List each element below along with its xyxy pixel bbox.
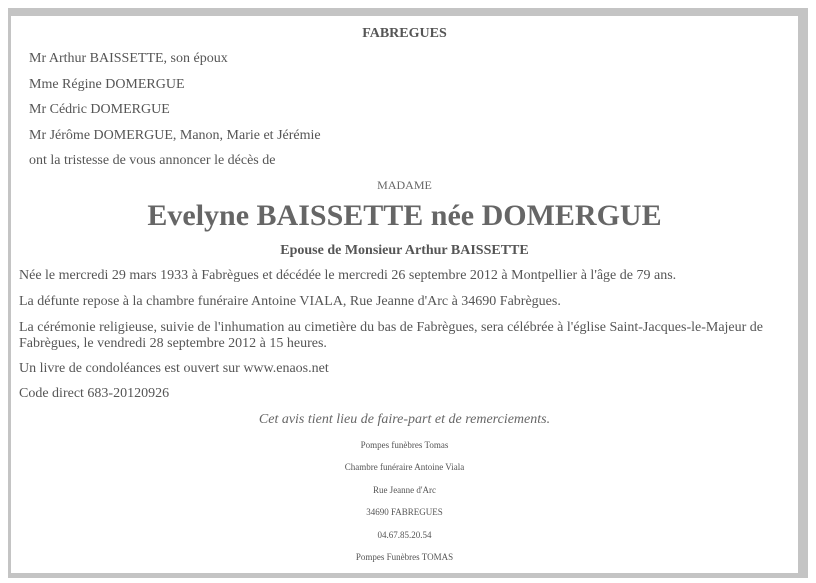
closing-note: Cet avis tient lieu de faire-part et de remerciements. [258, 412, 551, 427]
birth-death-paragraph: Née le mercredi 29 mars 1933 à Fabrègues et décédée le mercredi 26 septembre 2012 à Montpellier à l'âge de 79 ans. [19, 268, 677, 283]
direct-code-paragraph: Code direct 683-20120926 [19, 386, 170, 401]
signature-line: 34690 FABREGUES [366, 507, 443, 517]
signature-phone: 04.67.85.20.54 [377, 530, 432, 540]
signature-line: Pompes funèbres Tomas [360, 440, 449, 450]
family-member-line: Mme Régine DOMERGUE [29, 77, 185, 92]
deceased-name: Evelyne BAISSETTE née DOMERGUE [147, 199, 662, 232]
rest-location-paragraph: La défunte repose à la chambre funéraire Antoine VIALA, Rue Jeanne d'Arc à 34690 Fabrègues. [19, 294, 561, 309]
family-member-line: Mr Cédric DOMERGUE [29, 102, 170, 117]
signature-line: Rue Jeanne d'Arc [372, 485, 437, 495]
town-heading: FABREGUES [362, 26, 447, 41]
ceremony-paragraph: La cérémonie religieuse, suivie de l'inhumation au cimetière du bas de Fabrègues, sera célébrée à l'église Saint-Jacques-le-Majeur de Fabrègues, le vendredi 28 septembre 2012 à 15 heures. [19, 320, 764, 351]
family-member-line: Mr Arthur BAISSETTE, son époux [29, 51, 228, 66]
obituary-notice [11, 16, 798, 573]
signature-line: Pompes Funèbres TOMAS [355, 552, 454, 562]
announcement-line: ont la tristesse de vous annoncer le décès de [29, 153, 276, 168]
condolences-paragraph: Un livre de condoléances est ouvert sur www.enaos.net [19, 361, 329, 376]
spouse-line: Epouse de Monsieur Arthur BAISSETTE [280, 243, 529, 258]
family-member-line: Mr Jérôme DOMERGUE, Manon, Marie et Jérémie [29, 128, 321, 143]
signature-line: Chambre funéraire Antoine Viala [344, 462, 465, 472]
honorific: MADAME [377, 178, 432, 192]
